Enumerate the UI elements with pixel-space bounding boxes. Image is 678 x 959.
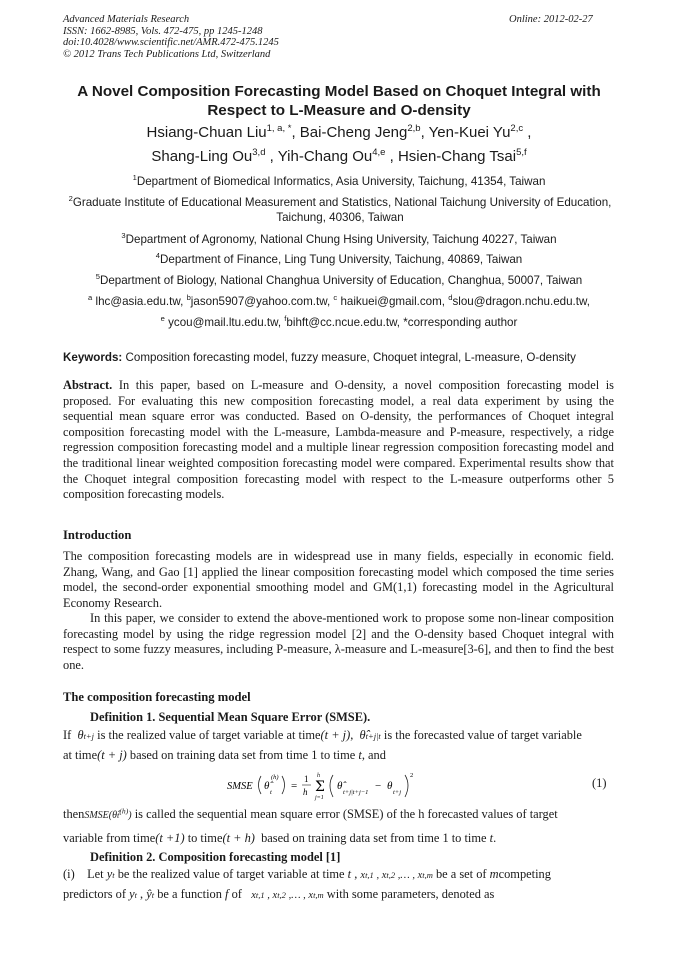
time-t-plus-j-2: (t + j) (97, 748, 127, 762)
eq-sup-h: (h) (271, 774, 279, 781)
eq-theta-hat: θ̂ (264, 780, 270, 792)
introduction-paragraph-2: In this paper, we consider to extend the above-mentioned work to propose some non-linear composition forecasting model by using the ridge regression model [2] and the O-density based Choquet integral with respect to some fuzzy measures, including P-measure, λ-measure and L-measure[3-6], and then to find the best one. (63, 611, 614, 672)
introduction-heading: Introduction (63, 528, 132, 542)
text-variable-from: variable from time (63, 831, 156, 845)
email-e[interactable]: ycou@mail.ltu.edu.tw, (168, 316, 282, 329)
eq-minus: − (375, 780, 382, 792)
text-i: (i) (63, 867, 75, 881)
text-at-time: at time (63, 748, 98, 762)
abstract (63, 378, 614, 503)
corresponding-note: *corresponding author (403, 316, 518, 329)
equation-svg (225, 767, 465, 803)
keywords-text: Composition forecasting model, fuzzy measure, Choquet integral, L-measure, O-density (125, 351, 576, 364)
var-y-t-2: yt (129, 887, 137, 901)
author-sup: 2,c (510, 123, 524, 134)
affiliation-sup: 2 (68, 194, 73, 204)
affiliation-text: Department of Finance, Ling Tung University, Taichung, 40869, Taiwan (160, 253, 523, 266)
introduction-paragraph-1: The composition forecasting models are in widespread use in many fields, especially in economic field. Zhang, Wang, and Gao [1] applied the linear composition forecasting model which composed the time series model, the second-order exponential smoothing model and GM(1,1) forecasting model in the Agricultural Economy Research. (63, 549, 614, 610)
author-name: Hsiang-Chuan Liu (146, 124, 267, 141)
affiliation-sup: 5 (95, 272, 100, 282)
eq-smse: SMSE (227, 781, 253, 792)
eq-big-paren-right (405, 775, 408, 797)
eq-h: h (303, 787, 308, 797)
smse-symbol: $SMSE(\thetât^{(h)})$ (84, 806, 132, 821)
text-if: If (63, 728, 72, 742)
email-f[interactable]: bihft@cc.ncue.edu.tw, (286, 316, 401, 329)
eq-theta-hat-2: θ̂ (337, 780, 343, 792)
text-be-function: be a function (157, 887, 222, 901)
email-b[interactable]: jason5907@yahoo.com.tw, (190, 295, 331, 308)
def1-line-2 (63, 748, 386, 763)
eq-theta: θ (387, 780, 393, 792)
text-competing: competing (498, 867, 551, 881)
def1-line-3 (63, 807, 558, 822)
eq-sigma: Σ (315, 779, 325, 795)
paper-title-line-2: Respect to L-Measure and O-density (207, 102, 471, 119)
section-heading: The composition forecasting model (63, 690, 251, 704)
affiliation-2 (60, 195, 620, 225)
def2-line-1: (i) Let yt be the realized value of target variable at time t , xt,1 , xt,2 ,… , xt,m be a set of mcompeting (63, 867, 551, 881)
text-to-time: to time (187, 831, 223, 845)
time-t-plus-j: (t + j) (320, 728, 351, 742)
text-with-params: with some parameters, denoted as (326, 887, 495, 901)
issn-line: ISSN: 1662-8985, Vols. 472-475, pp 1245-1248 (63, 25, 263, 37)
author-sup: 1, a, * (266, 123, 292, 134)
text-and: , and (361, 748, 386, 762)
paper-title-line-1: A Novel Composition Forecasting Model Based on Choquet Integral with (77, 83, 601, 100)
copyright-line: © 2012 Trans Tech Publications Ltd, Switzerland (63, 48, 271, 60)
var-t-2: t (489, 831, 494, 845)
emails-line-1: $^a$ lhc@asia.edu.tw, $^b$jason5907@yahoo.com.tw, $^c$ haikuei@gmail.com, $^d$slou@dragon.nchu.edu.tw, (88, 293, 590, 308)
theta-hat-symbol: θ̂t+j|t (356, 728, 381, 742)
affiliation-sup: 1 (132, 173, 137, 183)
var-m: m (489, 867, 499, 881)
def2-line-2: predictors of yt , ŷt be a function f of xt,1 , xt,2 ,… , xt,m with some parameters, denoted as (63, 887, 495, 901)
eq-square: 2 (410, 772, 414, 779)
text-forecasted: is the forecasted value of target variable (383, 728, 582, 742)
eq-equals: = (291, 780, 298, 792)
affiliation-text: Department of Biomedical Informatics, Asia University, Taichung, 41354, Taiwan (136, 175, 546, 188)
eq-sigma-bottom: j=1 (315, 795, 324, 801)
var-t-3: t (347, 867, 352, 881)
keywords-label: Keywords: (63, 351, 123, 364)
doi-line[interactable]: doi:10.4028/www.scientific.net/AMR.472-475.1245 (63, 37, 279, 48)
affiliation-4 (0, 252, 678, 267)
email-d[interactable]: slou@dragon.nchu.edu.tw, (452, 295, 590, 308)
text-of: of (231, 887, 242, 901)
def1-line-1: If θt+j is the realized value of target variable at time(t + j), θ̂t+j|t is the forecasted value of target variable (63, 728, 582, 742)
var-f: f (225, 887, 229, 901)
journal-name: Advanced Materials Research (63, 14, 190, 25)
text-based-on-2: based on training data set from time 1 to time (261, 831, 487, 845)
text-then: then (63, 807, 85, 821)
affiliation-text: Department of Agronomy, National Chung Hsing University, Taichung 40227, Taiwan (125, 233, 557, 246)
affiliation-sup: 4 (155, 251, 161, 261)
keywords (63, 351, 576, 364)
authors-line-1: Hsiang-Chuan Liu$^{1, a, *}$, Bai-Cheng Jeng$^{2,b}$, Yen-Kuei Yu$^{2,c}$ , (146, 123, 532, 141)
author-name: Yih-Chang Ou (277, 148, 373, 165)
affiliation-sup: 3 (121, 231, 126, 241)
author-name: Bai-Cheng Jeng (299, 124, 408, 141)
affiliation-1 (0, 174, 678, 189)
author-sup: 3,d (252, 147, 266, 158)
eq-paren-right (282, 776, 285, 794)
time-t-plus-1: (t +1) (155, 831, 185, 845)
eq-sub-t: t (270, 789, 272, 796)
var-t: t (358, 748, 362, 762)
affiliation-text: Department of Biology, National Changhua University of Education, Changhua, 50007, Taiwan (99, 274, 583, 287)
emails-line-2: $^e$ ycou@mail.ltu.edu.tw, $^f$bihft@cc.ncue.edu.tw, *corresponding author (160, 314, 518, 329)
text-predictors-of: predictors of (63, 887, 126, 901)
affiliation-text: Graduate Institute of Educational Measurement and Statistics, National Taichung University of Education, Taichung, 40306, Taiwan (72, 196, 612, 224)
affiliation-3 (0, 232, 678, 247)
predictor-set: xt,1 , xt,2 ,… , xt,m (360, 870, 433, 881)
var-y-t: yt (106, 867, 115, 881)
author-name: Shang-Ling Ou (151, 148, 253, 165)
author-name: Yen-Kuei Yu (428, 124, 511, 141)
eq-big-paren-left (330, 775, 333, 797)
author-name: Hsien-Chang Tsai (397, 148, 517, 165)
text-realized: is the realized value of target variable at time (97, 728, 321, 742)
predictor-set-2: xt,1 , xt,2 ,… , xt,m (251, 890, 324, 901)
affiliation-5 (0, 273, 678, 288)
definition-1-title: Definition 1. Sequential Mean Square Error (SMSE). (90, 710, 371, 724)
time-t-plus-h: (t + h) (222, 831, 255, 845)
equation-smse (225, 767, 465, 803)
eq-paren-left (259, 776, 262, 794)
var-y-hat-t: ŷt (146, 887, 155, 901)
eq-sigma-top: h (317, 773, 320, 779)
authors-line-2: Shang-Ling Ou$^{3,d}$ , Yih-Chang Ou$^{4,e}$ , Hsien-Chang Tsai$^{5,f}$ (151, 147, 527, 165)
equation-number: (1) (592, 776, 607, 790)
eq-one: 1 (304, 774, 309, 784)
definition-2-title: Definition 2. Composition forecasting model [1] (90, 850, 341, 864)
abstract-label: Abstract. (63, 378, 113, 392)
author-sup: 2,b (407, 123, 421, 134)
author-sup: 5,f (516, 147, 527, 158)
text-let: Let (87, 867, 104, 881)
eq-sub-t-plus-j: t+j (393, 789, 401, 796)
online-date: Online: 2012-02-27 (509, 14, 593, 25)
theta-symbol: θt+j (74, 728, 95, 742)
text-called: is called the sequential mean square error (SMSE) of the h forecasted values of target (134, 807, 558, 821)
email-c[interactable]: haikuei@gmail.com, (340, 295, 446, 308)
def1-line-4: variable from time(t +1) to time(t + h) based on training data set from time 1 to time t. (63, 831, 497, 845)
text-be-set-of: be a set of (435, 867, 487, 881)
email-a[interactable]: lhc@asia.edu.tw, (95, 295, 184, 308)
abstract-text: In this paper, based on L-measure and O-density, a novel composition forecasting model is proposed. For evaluating this new composition forecasting model, a real data experiment by using the sequential mean square error was conducted. Based on O-density, the performances of Choquet integral composition forecasting model with the L-measure, Lambda-measure and P-measure, respectively, a ridge regression composition forecasting model and a multiple linear regression composition forecasting model and the traditional linear weighted composition forecasting model were compared. Experimental results show that the Choquet integral composition forecasting model with respect to the L-measure outperforms other 5 composition forecasting models. (63, 378, 614, 502)
author-sup: 4,e (372, 147, 386, 158)
text-based-on: based on training data set from time 1 to time (129, 748, 356, 762)
eq-sub-tj: t+j|t+j−1 (343, 789, 369, 796)
text-be-realized: be the realized value of target variable at time (117, 867, 345, 881)
